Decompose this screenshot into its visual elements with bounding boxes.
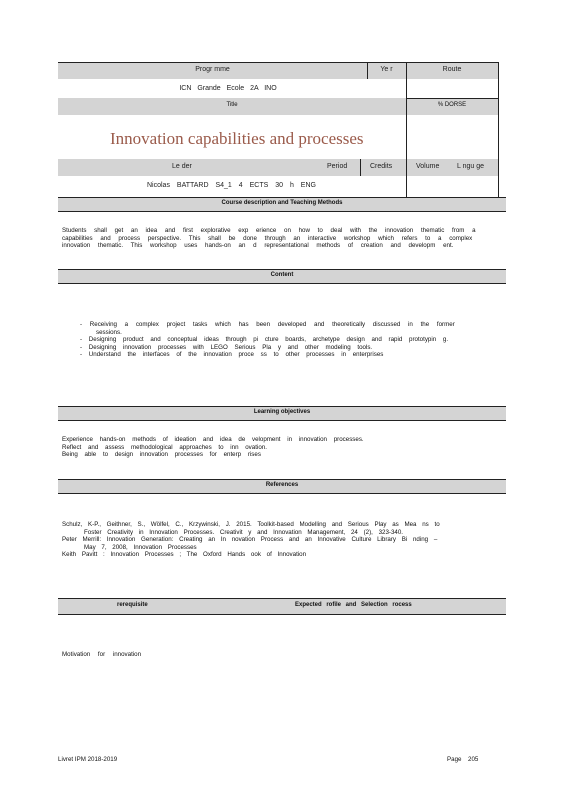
route-label: Route xyxy=(442,66,462,73)
reference-line: Schulz, K-P., Geithner, S., Wölfel, C., Krzywinski, J. 2015. Toolkit-based Modelling and Serious Play as Mea ns to xyxy=(62,521,440,528)
references-text xyxy=(62,521,440,559)
title-label: Title xyxy=(226,102,238,108)
footer-page-number: 205 xyxy=(468,756,479,763)
credits-column-divider xyxy=(360,159,361,176)
list-item: - Understand the interfaces of the innovation proce ss to other processes in enterprises xyxy=(80,351,384,359)
list-item: - Receiving a complex project tasks which has been developed and theoretically discussed in the former xyxy=(80,321,455,328)
route-column-divider xyxy=(406,62,407,198)
description-top-line xyxy=(58,197,506,198)
table-top-line xyxy=(58,62,498,63)
references-bottom-line xyxy=(58,493,506,494)
programme-label: Progr mme xyxy=(195,66,230,73)
prerequisite-bottom-line xyxy=(58,614,506,615)
description-line: Students shall get an idea and first explorative exp erience on how to deal with the innovation thematic from a xyxy=(62,227,476,234)
reference-line: Keith Pavitt : Innovation Processes ; The Oxford Hands ook of Innovation xyxy=(62,551,307,559)
description-bottom-line xyxy=(58,211,506,212)
expected-profile-title: Expected rofile and Selection rocess xyxy=(295,602,412,608)
reference-line: Peter Merrill: Innovation Generation: Creating an In novation Process and an Innovative Culture Library Bi nding – xyxy=(62,536,438,544)
year-label: Ye r xyxy=(380,66,393,73)
prerequisite-title: rerequisite xyxy=(117,602,148,608)
leader-label: Le der xyxy=(172,163,192,170)
content-list xyxy=(80,321,455,359)
footer-booklet-label: Livret IPM 2018-2019 xyxy=(58,756,118,763)
description-line: innovation thematic. This workshop uses hands-on an d representational methods of creation and developm ent. xyxy=(62,242,454,250)
objectives-bottom-line xyxy=(58,420,506,421)
objective-line: Reflect and assess methodological approaches to inn ovation. xyxy=(62,443,267,451)
dorse-label: % DORSE xyxy=(437,102,467,108)
period-label: Period xyxy=(327,163,348,170)
table-right-border xyxy=(498,62,499,198)
objectives-top-line xyxy=(58,406,506,407)
objectives-text xyxy=(62,436,364,459)
reference-line: May 7, 2008, Innovation Processes xyxy=(84,543,197,551)
reference-line: Foster Creativity in Innovation Processes. Creativit y and Innovation Management, 24 (2), 323-340. xyxy=(84,528,404,536)
row-divider xyxy=(406,98,498,99)
list-item: - Designing innovation processes with LEGO Serious Pla y and other modeling tools. xyxy=(80,343,373,351)
references-title: References xyxy=(265,482,299,488)
list-item: - Designing product and conceptual ideas through pi cture boards, archetype design and rapid prototypin g. xyxy=(80,336,449,344)
description-title: Course description and Teaching Methods xyxy=(221,200,343,206)
objective-line: Being able to design innovation processes for enterp rises xyxy=(62,451,261,459)
volume-label: Volume xyxy=(416,163,440,170)
objective-line: Experience hands-on methods of ideation and idea de velopment in innovation processes. xyxy=(62,436,364,443)
prerequisite-top-line xyxy=(58,598,506,599)
credits-label: Credits xyxy=(370,163,393,170)
content-top-line xyxy=(58,269,506,270)
content-bottom-line xyxy=(58,283,506,284)
leader-row-value: Nicolas BATTARD S4_1 4 ECTS 30 h ENG xyxy=(147,182,316,189)
description-line: capabilities and process perspective. This shall be done through an interactive workshop which refers to a complex xyxy=(62,234,473,242)
content-title: Content xyxy=(270,272,294,278)
objectives-title: Learning objectives xyxy=(253,409,311,415)
prerequisite-text: Motivation for innovation xyxy=(62,651,142,658)
references-top-line xyxy=(58,479,506,480)
programme-value: ICN Grande Ecole 2A INO xyxy=(179,85,277,92)
description-text xyxy=(62,227,502,250)
course-title: Innovation capabilities and processes xyxy=(110,129,364,148)
list-item: sessions. xyxy=(96,328,122,336)
footer-page-label: Page xyxy=(447,756,462,763)
language-label: L ngu ge xyxy=(457,163,484,170)
